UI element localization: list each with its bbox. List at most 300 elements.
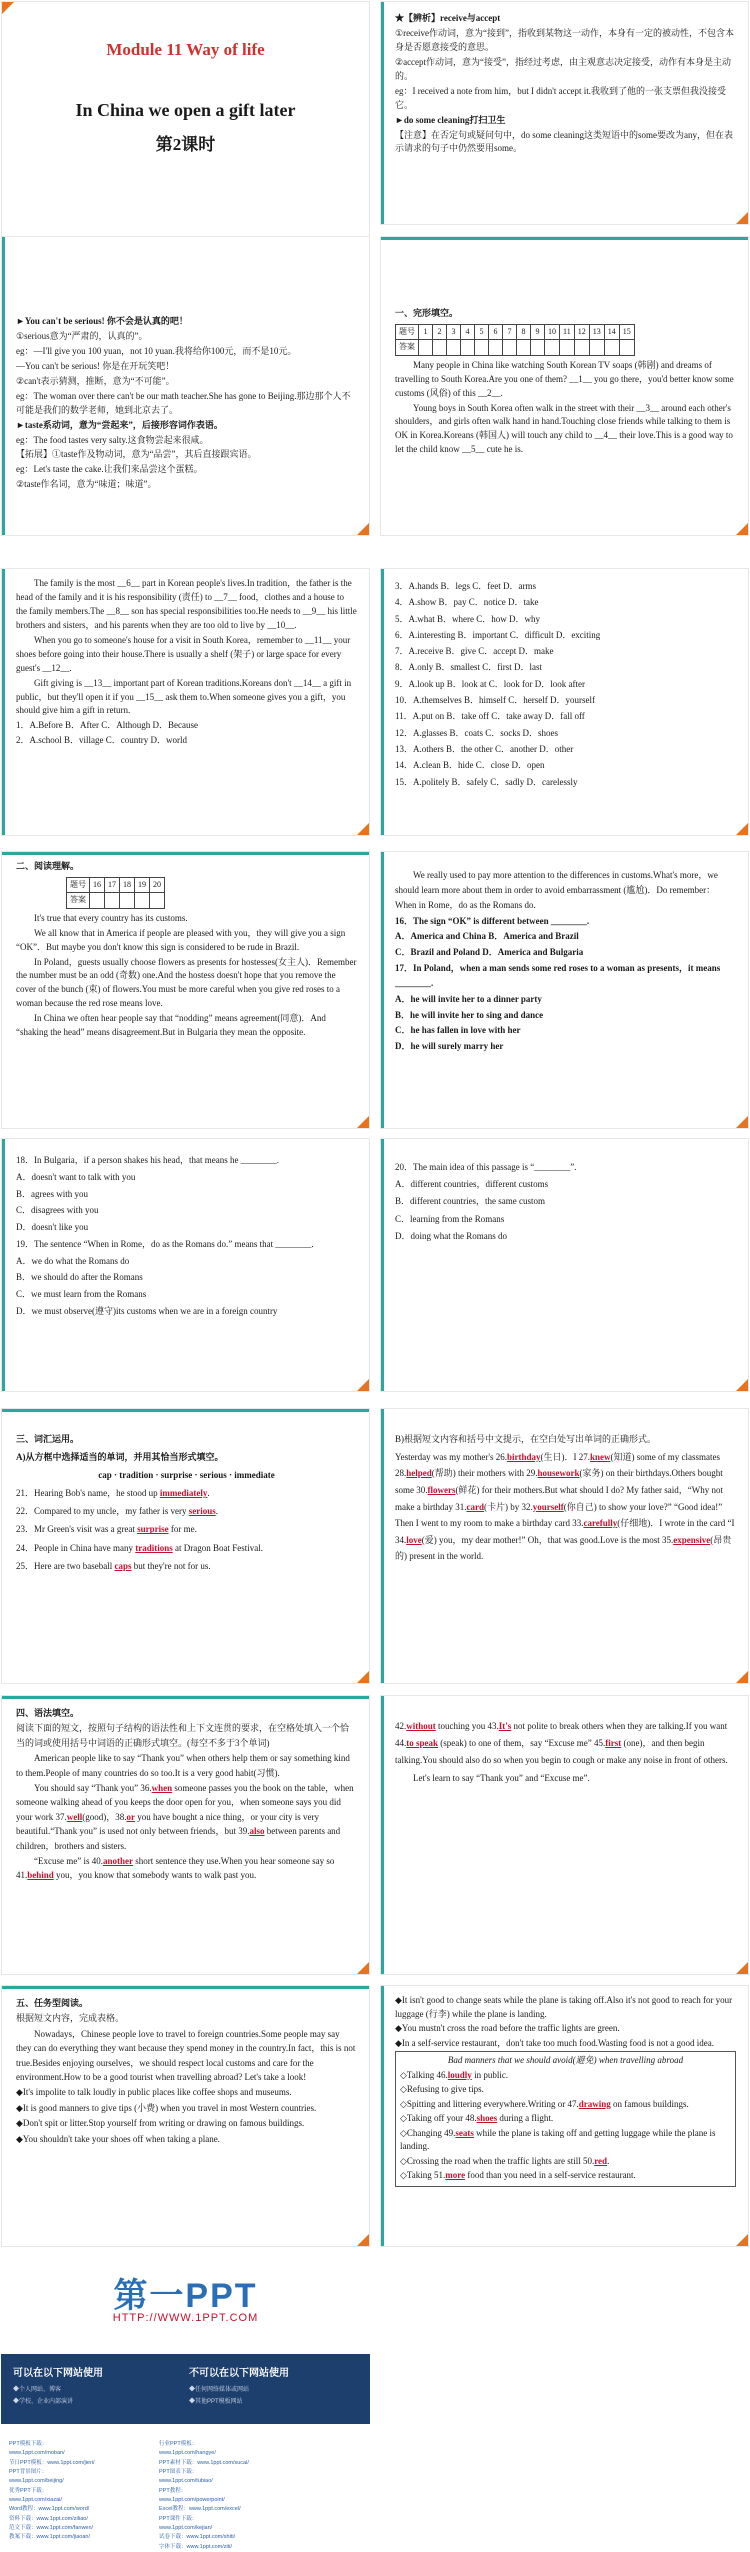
forbidden-heading: 不可以在以下网站使用 (189, 2368, 289, 2379)
line: ►taste系动词，意为“尝起来”，后接形容词作表语。 (16, 419, 223, 430)
bullet: ◆You shouldn't take your shoes off when taking a plane. (16, 2133, 220, 2144)
slide-text (395, 1431, 736, 1566)
option-line: 9．A.look up B．look at C．look for D．look after (395, 678, 585, 689)
answer-cell (489, 340, 503, 355)
table-row (400, 2169, 731, 2183)
option-line: 5．A.what B．where C．how D．why (395, 613, 540, 624)
answer-cell (531, 340, 545, 355)
sentence (16, 1558, 357, 1575)
answer: card (466, 1501, 484, 1512)
number-cell: 2 (433, 324, 447, 339)
corner-decoration (736, 1116, 748, 1128)
passage: American people like to say “Thank you” when others help them or say something kind to them.People of many countries do so too.It is a very good habit(习惯). (16, 1753, 350, 1778)
answer: well (66, 1811, 83, 1822)
accent-bar (381, 1409, 384, 1683)
accent-bar (381, 852, 384, 1128)
passage: In Poland，guests usually choose flowers as presents for hostesses(女主人)．Remember the number must be an odd (奇数) one.And the hostess doesn't hope that you remove the cover of the bunch (束) of flowers.You must be more careful when you give red roses to a woman because the red rose means love. (16, 956, 357, 1009)
accent-bar (2, 852, 369, 855)
passage: The family is the most __6__ part in Korean people's lives.In tradition，the father is the head of the family and it is his responsibility (责任) to __7__ food，clothes and a house to the family members.The __8__ son has special responsibilities too.He needs to __9__ his little brothers and sisters，and his parents when they are too old to live by __10__. (16, 578, 357, 630)
option-line: 12．A.glasses B．coats C．socks D．shoes (395, 727, 558, 738)
site-link[interactable]: Excel教程：www.1ppt.com/excel/ (159, 2506, 241, 2513)
option-line: C．Brazil and Poland D．America and Bulgaria (395, 947, 584, 958)
answer-table (66, 877, 165, 909)
answer: knew (589, 1451, 611, 1462)
option-line: A．we do what the Romans do (16, 1255, 130, 1266)
answer: more (445, 2170, 466, 2180)
slide-text (395, 579, 736, 791)
table-row (400, 2069, 731, 2083)
answer: when (151, 1782, 173, 1793)
bullet: ◆You mustn't cross the road before the traffic lights are green. (395, 2023, 620, 2033)
slide-text (16, 315, 357, 493)
slide-text (395, 1718, 736, 1788)
answer: loudly (447, 2069, 472, 2080)
corner-decoration (736, 523, 748, 535)
line: ②accept作动词，意为“接受”，指经过考虑，由主观意志决定接受，动作有本身是主动的。 (395, 56, 732, 81)
passage-text: (帮助) their mothers with 29. (431, 1468, 538, 1479)
line: ②can't表示猜测，推断，意为“不可能”。 (16, 375, 175, 386)
number-cell: 9 (531, 324, 545, 339)
slide-grammar-cont (380, 1695, 749, 1975)
answer: love (406, 1534, 422, 1545)
row-text: ◇Crossing the road when the traffic lights are still 50. (400, 2155, 595, 2166)
option-line: C．we must learn from the Romans (16, 1289, 147, 1299)
answer-cell (589, 340, 604, 355)
answer-cell (503, 340, 517, 355)
answer-cell (150, 893, 165, 908)
answer: helped (406, 1468, 432, 1479)
passage-text: not polite to break others when they are talking.If you want 44. (395, 1721, 728, 1749)
site-link[interactable]: 教案下载：www.1ppt.com/jiaoan/ (9, 2534, 90, 2541)
number-cell: 10 (545, 324, 560, 339)
allowed-heading: 可以在以下网站使用 (13, 2368, 103, 2379)
table-row (400, 2127, 731, 2154)
passage-text: You should say “Thank you” 36. (34, 1782, 152, 1793)
line: eg：I received a note from him，but I didn't accept it.我收到了他的一张支票但我没接受它。 (395, 85, 727, 110)
slide-text (16, 860, 357, 1041)
option-line: 3．A.hands B．legs C．feet D．arms (395, 581, 536, 591)
line: ►do some cleaning打扫卫生 (395, 114, 506, 125)
passage-text: “Excuse me” is 40. (34, 1855, 103, 1866)
instructions: 根据短文内容，完成表格。 (16, 2013, 125, 2024)
site-link[interactable]: Word教程：www.1ppt.com/word/ (9, 2506, 90, 2513)
answer: also (249, 1826, 265, 1837)
question: 20．The main idea of this passage is “________”. (395, 1162, 577, 1172)
passage: Many people in China like watching South Korean TV soaps (韩剧) and dreams of travelling to South Korea.Are you one of them? __1__ you go there，you'd better know some customs (风俗) of this __2__. (395, 359, 734, 398)
slide-task-table (380, 1985, 749, 2247)
number-cell: 20 (150, 877, 165, 892)
section-heading: 五、任务型阅读。 (16, 1998, 89, 2008)
table-title: Bad manners that we should avoid(避免) when travelling abroad (447, 2055, 684, 2065)
row-text: food than you need in a self-service restaurant. (467, 2170, 636, 2180)
question: 19．The sentence “When in Rome，do as the Romans do.” means that ________. (16, 1238, 314, 1249)
sentence (16, 1540, 357, 1557)
bullet: ◆It isn't good to change seats while the plane is taking off.Also it's not good to reach for your luggage (行李) while the plane is landing. (395, 1995, 733, 2019)
row-text: ◇Taking off your 48. (400, 2113, 477, 2123)
option-line: D．we must observe(遵守)its customs when we are in a foreign country (16, 1305, 278, 1316)
passage-text: (爱) you，my dear mother!” Oh，that was good.Love is the most 35. (421, 1534, 674, 1545)
table-header: 答案 (67, 893, 90, 908)
passage-text: you have bought a nice thing，or your city is very beautiful.“Thank you” is used not only between friends，but 39. (16, 1811, 319, 1837)
option-line: 4．A.show B．pay C．notice D．take (395, 597, 539, 608)
instructions: A)从方框中选择适当的单词，并用其恰当形式填空。 (16, 1452, 224, 1463)
option-line: 8．A.only B．smallest C．first D．last (395, 662, 542, 673)
site-link[interactable]: PPT背景图片：www.1ppt.com/beijing/ (9, 2469, 64, 2485)
site-link[interactable]: PPT教程：www.1ppt.com/powerpoint/ (159, 2487, 225, 2504)
line: ►You can't be serious! 你不会是认真的吧！ (16, 316, 188, 326)
site-link[interactable]: 资料下载：www.1ppt.com/ziliao/ (9, 2515, 88, 2522)
accent-bar (2, 1696, 369, 1699)
answer: seats (455, 2127, 474, 2138)
option-line: C．he has fallen in love with her (395, 1025, 521, 1036)
answer-cell (604, 340, 619, 355)
option-line: C．learning from the Romans (395, 1213, 505, 1224)
section-heading: 二、阅读理解。 (16, 861, 80, 871)
answer-cell (574, 340, 589, 355)
passage-text: (卡片) by 32. (483, 1501, 533, 1512)
sentence-text: 24．People in China have many (16, 1542, 133, 1553)
passage-text: (知道) some of my classmates 28. (395, 1451, 720, 1479)
site-link[interactable]: 优秀PPT下载：www.1ppt.com/xiazai/ (9, 2487, 62, 2504)
passage-text: someone passes you the book on the table，when someone walking ahead of you keeps the door open for you，when someone says you did your work 37. (16, 1782, 354, 1822)
corner-decoration (736, 212, 748, 224)
instructions: 阅读下面的短文，按照句子结构的语法性和上下文连贯的要求，在空格处填入一个恰当的词或使用括号中词语的正确形式填空。(每空不多于3个单词) (16, 1723, 350, 1748)
answer: another (102, 1855, 133, 1866)
number-cell: 6 (489, 324, 503, 339)
corner-decoration (736, 1671, 748, 1683)
number-cell: 11 (560, 324, 575, 339)
answer: flowers (427, 1484, 456, 1495)
passage-text: (生日)．I 27. (540, 1451, 590, 1462)
answer: behind (27, 1870, 54, 1881)
answer: expensive (673, 1534, 711, 1545)
corner-decoration (357, 1379, 369, 1391)
slide-grammar (1, 1695, 370, 1975)
number-cell: 12 (574, 324, 589, 339)
accent-bar (381, 1139, 384, 1391)
corner-decoration (357, 1671, 369, 1683)
corner-decoration (357, 823, 369, 835)
line: eg：—I'll give you 100 yuan，not 10 yuan.我将给你100元，而不是10元。 (16, 345, 297, 356)
allowed-item: ◆学校、企业内部演讲 (13, 2399, 74, 2405)
answer-cell (135, 893, 150, 908)
corner-decoration (2, 2, 14, 14)
slide-text (395, 868, 736, 1055)
row-text: in public. (474, 2069, 509, 2080)
table-header: 题号 (396, 324, 419, 339)
answer-cell (105, 893, 120, 908)
lesson-subtitle: In China we open a gift later (75, 100, 296, 120)
slide-vocabulary-b (380, 1408, 749, 1684)
answer-cell (120, 893, 135, 908)
sentence-text: 23．Mr Green's visit was a great (16, 1524, 135, 1535)
answer-cell (545, 340, 560, 355)
passage-text: you，you know that somebody wants to walk past you. (56, 1870, 257, 1881)
accent-bar (2, 1409, 369, 1412)
bullet: ◆It is good manners to give tips (小费) when you travel in most Western countries. (16, 2102, 317, 2113)
link-column (159, 2440, 249, 2552)
accent-bar (2, 1986, 369, 1989)
answer: shoes (476, 2113, 498, 2123)
option-line: B．we should do after the Romans (16, 1272, 143, 1283)
passage-text: (speak) to one of them，say “Excuse me” 45. (440, 1738, 606, 1749)
site-link[interactable]: 字体下载：www.1ppt.com/ziti/ (159, 2543, 233, 2550)
site-link[interactable]: 范文下载：www.1ppt.com/fanwen/ (9, 2525, 94, 2532)
corner-decoration (736, 1962, 748, 1974)
line: —You can't be serious! 你是在开玩笑吧！ (16, 360, 175, 371)
passage: When you go to someone's house for a visit in South Korea，remember to __11__ your shoes before going into their house.There is usually a shelf (架子) or large space for every guest's __12__. (16, 634, 351, 673)
question: 18．In Bulgaria，if a person shakes his head，that means he ________. (16, 1155, 279, 1165)
sentence-text: but they're not for us. (133, 1560, 211, 1571)
answer: first (605, 1738, 622, 1749)
sentence: 21．Hearing Bob's name，he stood up immediately. (16, 1488, 210, 1499)
passage: In China we often hear people say that “nodding” means agreement(同意)．And “shaking the head” means disagreement.But in Bulgaria they mean the opposite. (16, 1013, 326, 1038)
answer-table (395, 324, 635, 356)
slide-questions-18-19 (1, 1138, 370, 1392)
site-link[interactable]: PPT课件下载：www.1ppt.com/kejian/ (159, 2515, 213, 2532)
passage: Gift giving is __13__ important part of Korean traditions.Koreans don't __14__ a gift in public，but they'll open it if you __15__ ask them to.When someone gives you a gift，you should give him a gift in return. (16, 677, 352, 716)
number-cell: 18 (120, 877, 135, 892)
sentence (16, 1521, 357, 1538)
corner-decoration (736, 2234, 748, 2246)
slide-text (16, 1996, 357, 2147)
number-cell: 8 (517, 324, 531, 339)
accent-bar (381, 1696, 384, 1974)
option-line: B．different countries，the same custom (395, 1196, 546, 1207)
slide-korea-family (1, 568, 370, 836)
slide-vocabulary-a (1, 1408, 370, 1684)
answer: It's (498, 1721, 512, 1731)
passage: Young boys in South Korea often walk in the street with their __3__ around each other's shoulders，and girls often walk hand in hand.Touching close friends while talking to them is OK in Korea.Koreans (韩国人) will touch any child to __4__ their love.This is a good way to let the child know __5__ cute he is. (395, 402, 733, 455)
passage-text: between parents and children，brothers and sisters. (16, 1826, 341, 1851)
question: 16．The sign “OK” is different between ________. (395, 915, 590, 926)
allowed-item: ◆个人网站、博客 (13, 2387, 62, 2393)
slide-text (16, 577, 357, 749)
passage-text: (你自己) to show your love?” “Good idea!” Then I went to my room to make a birthday card 33. (395, 1501, 723, 1529)
answer-cell (517, 340, 531, 355)
passage-text: (鲜花) for their mothers.But what should I do? My father said，“Why not make a birthday 31. (395, 1484, 723, 1512)
answer-table (395, 2051, 736, 2187)
sentence-text: for me. (170, 1524, 197, 1535)
accent-bar (381, 2, 384, 224)
line: 【拓展】①taste作及物动词，意为“品尝”，其后直接跟宾语。 (16, 449, 257, 460)
answer-cell (560, 340, 575, 355)
forbidden-item: ◆任何网络媒体或网站 (189, 2387, 250, 2393)
line: ②taste作名词，意为“味道；味道”。 (16, 479, 157, 490)
answer: traditions (135, 1542, 173, 1553)
usage-band (1, 2354, 370, 2424)
word-box: cap · tradition · surprise · serious · immediate (98, 1470, 275, 1481)
row-text: ◇Taking 51. (400, 2170, 446, 2180)
section-heading: 三、词汇运用。 (16, 1434, 80, 1444)
option-line: B．he will invite her to sing and dance (395, 1009, 544, 1020)
table-row (400, 2098, 731, 2112)
answer-cell (90, 893, 105, 908)
accent-bar (381, 1986, 384, 2246)
number-cell: 7 (503, 324, 517, 339)
slide-text (16, 1431, 357, 1576)
passage: Let's learn to say “Thank you” and “Excuse me”. (413, 1773, 590, 1784)
sentence: 22．Compared to my uncle，my father is very serious. (16, 1506, 218, 1517)
table-row (400, 2112, 731, 2126)
answer-cell (433, 340, 447, 355)
option-line: 2．A.school B．village C．country D．world (16, 735, 187, 746)
number-cell: 17 (105, 877, 120, 892)
passage: We really used to pay more attention to the differences in customs.What's more，we should learn more about them in order to avoid embarrassment (尴尬)．Do remember：When in Rome，do as the Romans do. (395, 870, 718, 910)
passage: It's true that every country has its customs. (34, 912, 188, 923)
slide-receive-accept (380, 1, 749, 225)
answer-cell (447, 340, 461, 355)
line: 【注意】在否定句或疑问句中，do some cleaning这类短语中的some要改为any，但在表示请求的句子中仍然要用some。 (395, 129, 733, 154)
option-line: D．doing what the Romans do (395, 1230, 507, 1241)
number-cell: 15 (619, 324, 634, 339)
table-header: 题号 (67, 877, 90, 892)
number-cell: 5 (475, 324, 489, 339)
site-link[interactable]: PPT模板下载：www.1ppt.com/moban/ (9, 2441, 65, 2457)
table-header: 答案 (396, 340, 419, 355)
line: eg：The woman over there can't be our math teacher.She has gone to Beijing.那边那个人不可能是我们的数学老师，她到北京去了。 (16, 390, 351, 415)
row-text: while the plane is taking off and getting luggage while the plane is landing. (400, 2127, 716, 2151)
passage-text: (昂贵的) present in the world. (395, 1534, 732, 1562)
accent-bar (2, 1139, 5, 1391)
option-line: B．agrees with you (16, 1188, 88, 1199)
corner-decoration (736, 823, 748, 835)
accent-bar (381, 237, 748, 240)
option-line: A．different countries，different customs (395, 1179, 549, 1190)
answer: immediately (159, 1488, 208, 1499)
corner-decoration (357, 523, 369, 535)
title-slide (1, 1, 370, 271)
row-text: during a flight. (499, 2113, 554, 2123)
accent-bar (381, 569, 384, 835)
corner-decoration (736, 1379, 748, 1391)
site-link[interactable]: PPT素材下载：www.1ppt.com/sucai/ (159, 2459, 249, 2466)
option-line: 1．A.Before B．After C．Although D．Because (16, 720, 198, 731)
option-line: 6．A.interesting B．important C．difficult D．exciting (395, 629, 601, 640)
answer: caps (114, 1560, 132, 1571)
number-cell: 1 (419, 324, 433, 339)
site-link[interactable]: 节日PPT模板：www.1ppt.com/jieri/ (9, 2459, 95, 2466)
number-cell: 13 (589, 324, 604, 339)
bullet: ◆In a self-service restaurant，don't take too much food.Wasting food is not a good idea. (395, 2037, 714, 2048)
slide-text (395, 12, 736, 157)
ppt-site-ad (1, 2250, 370, 2550)
slide-question-20 (380, 1138, 749, 1392)
answer: birthday (506, 1451, 541, 1462)
option-line: A．doesn't want to talk with you (16, 1171, 136, 1182)
passage-text: touching you 43. (438, 1721, 499, 1731)
number-cell: 16 (90, 877, 105, 892)
answer-cell (619, 340, 634, 355)
bullet: ◆Don't spit or litter.Stop yourself from writing or drawing on famous buildings. (16, 2118, 305, 2129)
row-text: on famous buildings. (613, 2098, 689, 2109)
option-line: 13．A.others B．the other C．another D．other (395, 743, 574, 754)
option-line: 10．A.themselves B．himself C．herself D．yourself (395, 695, 595, 706)
option-line: 14．A.clean B．hide C．close D．open (395, 760, 545, 771)
slide-text (395, 1159, 736, 1245)
forbidden-item: ◆其他PPT模板网站 (189, 2399, 243, 2405)
passage-text: (good)，38. (82, 1811, 127, 1822)
option-line: 15．A.politely B．safely C．sadly D．carelessly (395, 776, 578, 787)
slide-text (395, 307, 736, 458)
accent-bar (2, 237, 5, 535)
site-logo: 第一PPT (113, 2277, 258, 2315)
number-cell: 14 (604, 324, 619, 339)
line: eg：The food tastes very salty.这食物尝起来很咸。 (16, 434, 209, 445)
link-column (9, 2440, 99, 2543)
site-link[interactable]: PPT图表下载：www.1ppt.com/tubiao/ (159, 2469, 213, 2485)
answer-cell (419, 340, 433, 355)
slide-serious-taste (1, 236, 370, 536)
sentence-text: 25．Here are two baseball (16, 1560, 113, 1571)
answer: without (406, 1721, 436, 1731)
number-cell: 19 (135, 877, 150, 892)
slide-cloze (380, 236, 749, 536)
row-text: ◇Spitting and littering everywhere.Writing or 47. (400, 2098, 579, 2109)
answer: to speak (406, 1738, 439, 1749)
answer: carefully (583, 1518, 618, 1529)
slide-options (380, 568, 749, 836)
number-cell: 4 (461, 324, 475, 339)
site-link[interactable]: 行业PPT模板：www.1ppt.com/hangye/ (159, 2441, 216, 2457)
lesson-number: 第2课时 (155, 135, 216, 154)
option-line: D．he will surely marry her (395, 1041, 504, 1052)
passage-text: (仔细地)．I wrote in the card “I 34. (395, 1518, 735, 1545)
corner-decoration (357, 2234, 369, 2246)
option-line: A．America and China B．America and Brazil (395, 931, 579, 942)
line: ①receive作动词，意为“接到”，指收到某物这一动作，本身有一定的被动性，不包含本身是否愿意接受的意思。 (395, 27, 735, 52)
sentence-text: 22．Compared to my uncle，my father is very (16, 1506, 187, 1517)
sentence-text: 21．Hearing Bob's name，he stood up (16, 1488, 158, 1499)
table-row (400, 2155, 731, 2169)
accent-bar (2, 569, 5, 835)
passage (395, 1449, 736, 1565)
line: ①serious意为“严肃的，认真的”。 (16, 330, 148, 341)
bullet: ◆It's impolite to talk loudly in public places like coffee shops and museums. (16, 2087, 292, 2098)
row-text: . (607, 2155, 610, 2166)
passage (16, 1781, 357, 1853)
passage-text: (家务) on their birthdays.Others bought some 30. (395, 1468, 723, 1495)
passage-text: short sentence they use.When you hear someone say so 41. (16, 1855, 335, 1881)
slide-text (16, 1153, 357, 1321)
site-link[interactable]: 试卷下载：www.1ppt.com/shiti/ (159, 2534, 236, 2541)
option-line: C．disagrees with you (16, 1205, 99, 1216)
passage: We all know that in America if people are pleased with you，they will give you a sign “OK”．But maybe you don't know this sign is considered to be rude in Brazil. (16, 927, 346, 952)
answer: housework (537, 1468, 580, 1479)
section-heading: 一、完形填空。 (395, 308, 459, 318)
row-text: ◇Talking 46. (400, 2069, 448, 2080)
module-title: Module 11 Way of life (106, 40, 265, 59)
answer: serious (188, 1506, 216, 1517)
question: 17．In Poland，when a man sends some red roses to a woman as presents，it means ________. (395, 963, 721, 988)
answer: red (594, 2155, 608, 2166)
option-line: 7．A.receive B．give C．accept D．make (395, 646, 554, 657)
row-text: ◇Changing 49. (400, 2127, 456, 2138)
answer: surprise (137, 1524, 169, 1535)
answer-cell (475, 340, 489, 355)
answer: drawing (578, 2098, 611, 2109)
answer: or (126, 1811, 135, 1822)
passage-text: (one)，and then begin talking.You should also do so when you begin to cough or make any noise in front of others. (395, 1738, 728, 1766)
table-row: ◇Refusing to give tips. (400, 2084, 484, 2094)
passage-text: Yesterday was my mother's 26. (395, 1451, 507, 1462)
corner-decoration (357, 1962, 369, 1974)
instructions: B)根据短文内容和括号中文提示，在空白处写出单词的正确形式。 (395, 1434, 657, 1444)
option-line: A．he will invite her to a dinner party (395, 993, 542, 1004)
slide-reading (1, 851, 370, 1129)
option-line: 11．A.put on B．take off C．take away D．fall off (395, 711, 585, 722)
corner-decoration (357, 1116, 369, 1128)
